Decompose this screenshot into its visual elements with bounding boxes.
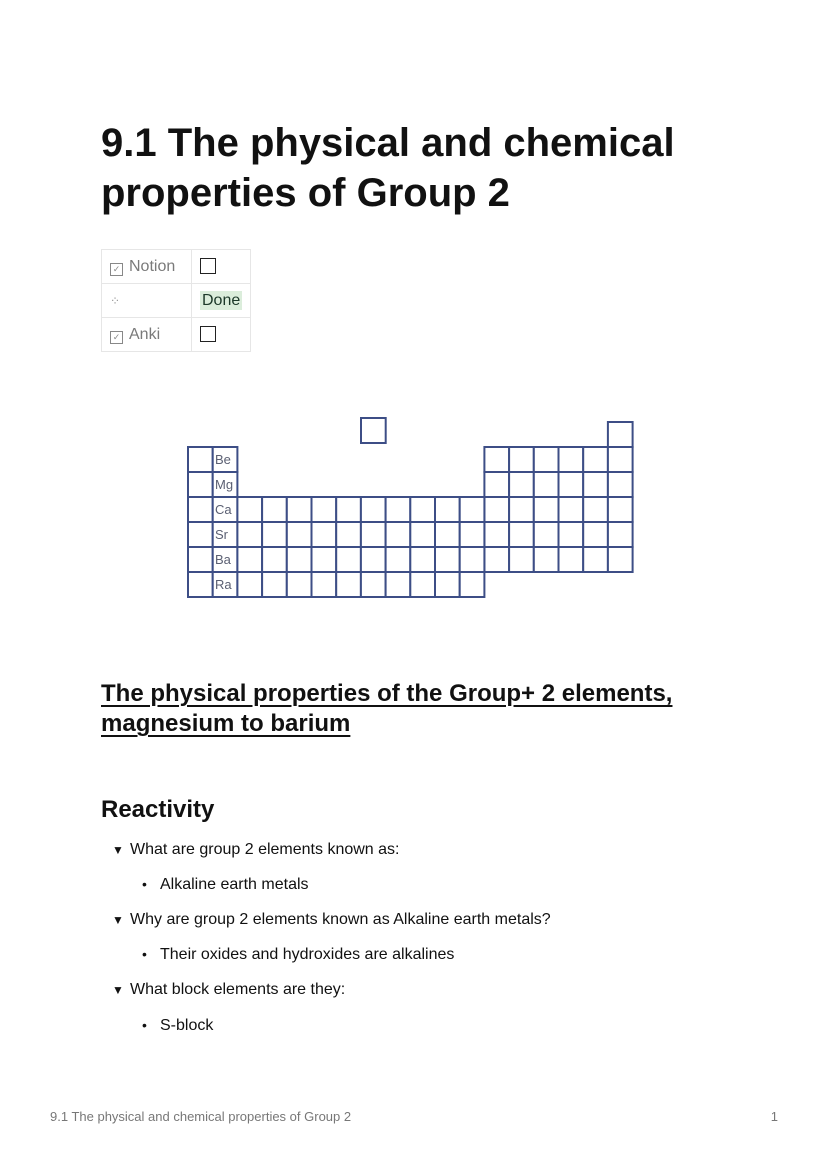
pt-cell	[583, 547, 608, 572]
bullet-icon: •	[142, 1017, 147, 1033]
pt-cell	[410, 522, 435, 547]
pt-cell	[188, 472, 213, 497]
element-ra: Ra	[215, 577, 232, 592]
pt-cell	[287, 522, 312, 547]
pt-cell	[237, 522, 262, 547]
pt-cell	[509, 472, 534, 497]
pt-cell	[509, 497, 534, 522]
toggle-item[interactable]	[112, 910, 551, 930]
element-ba: Ba	[215, 552, 231, 567]
pt-cell	[287, 572, 312, 597]
pt-cell	[188, 572, 213, 597]
list-item	[142, 1015, 213, 1036]
toggle-answer: Their oxides and hydroxides are alkalines	[160, 946, 455, 963]
pt-cell	[484, 447, 509, 472]
pt-cell-top	[361, 418, 386, 443]
pt-cell	[188, 522, 213, 547]
toggle-answer: Alkaline earth metals	[160, 876, 309, 893]
pt-cell	[312, 497, 337, 522]
pt-cell	[386, 522, 411, 547]
bullet-icon: •	[142, 876, 147, 892]
toggle-triangle-icon[interactable]: ▼	[112, 913, 124, 927]
pt-cell	[583, 522, 608, 547]
pt-cell	[583, 447, 608, 472]
pt-cell	[460, 547, 485, 572]
pt-cell	[460, 522, 485, 547]
pt-cell	[608, 472, 633, 497]
footer-page-number: 1	[770, 1109, 778, 1124]
pt-cell	[188, 497, 213, 522]
toggle-item[interactable]	[112, 980, 345, 1000]
pt-cell	[608, 447, 633, 472]
pt-cell	[262, 522, 287, 547]
toggle-triangle-icon[interactable]: ▼	[112, 983, 124, 997]
pt-cell	[262, 547, 287, 572]
pt-cell	[559, 522, 584, 547]
bullet-icon: •	[142, 946, 147, 962]
pt-cell	[262, 497, 287, 522]
pt-cell	[534, 547, 559, 572]
pt-cell	[435, 497, 460, 522]
pt-cell	[361, 497, 386, 522]
property-label: Anki	[129, 325, 161, 343]
element-mg: Mg	[215, 477, 234, 492]
pt-cell	[237, 547, 262, 572]
pt-cell	[484, 547, 509, 572]
pt-cell	[608, 547, 633, 572]
pt-cell	[410, 572, 435, 597]
pt-cell	[583, 497, 608, 522]
pt-cell	[509, 547, 534, 572]
pt-cell	[534, 472, 559, 497]
pt-cell	[435, 522, 460, 547]
pt-cell	[608, 522, 633, 547]
element-sr: Sr	[215, 527, 228, 542]
status-badge[interactable]: Done	[202, 291, 241, 309]
page-title: 9.1 The physical and chemical properties of Group 2	[101, 121, 675, 215]
property-label: Notion	[129, 257, 176, 275]
section-heading: The physical properties of the Group+ 2 elements, magnesium to barium	[101, 680, 673, 737]
toggle-triangle-icon[interactable]: ▼	[112, 843, 124, 857]
pt-cell	[410, 497, 435, 522]
toggle-question: What are group 2 elements known as:	[130, 841, 400, 858]
checkbox-property-icon: ✓	[110, 331, 123, 344]
pt-cell	[237, 497, 262, 522]
pt-cell	[559, 547, 584, 572]
pt-cell	[534, 447, 559, 472]
toggle-item[interactable]	[112, 840, 399, 860]
element-be: Be	[215, 452, 231, 467]
list-item	[142, 944, 454, 965]
pt-cell	[386, 497, 411, 522]
pt-cell	[484, 472, 509, 497]
pt-cell	[608, 422, 633, 447]
element-ca: Ca	[215, 502, 232, 517]
pt-cell	[534, 497, 559, 522]
pt-cell	[583, 472, 608, 497]
pt-cell	[336, 522, 361, 547]
pt-cell	[534, 522, 559, 547]
pt-cell	[361, 572, 386, 597]
pt-cell	[435, 547, 460, 572]
pt-cell	[435, 572, 460, 597]
status-property-icon: ⁘	[110, 293, 121, 308]
pt-cell	[559, 447, 584, 472]
periodic-table-cells	[188, 418, 633, 597]
pt-cell	[509, 522, 534, 547]
pt-cell	[361, 522, 386, 547]
pt-cell	[312, 522, 337, 547]
toggle-question: What block elements are they:	[130, 981, 346, 998]
pt-cell	[460, 572, 485, 597]
pt-cell	[188, 447, 213, 472]
pt-cell	[460, 497, 485, 522]
toggle-answer: S-block	[160, 1017, 214, 1034]
pt-cell	[262, 572, 287, 597]
pt-cell	[188, 547, 213, 572]
checkbox-property-icon: ✓	[110, 263, 123, 276]
pt-cell	[386, 572, 411, 597]
pt-cell	[287, 547, 312, 572]
list-item	[142, 874, 309, 895]
pt-cell	[509, 447, 534, 472]
pt-cell	[336, 497, 361, 522]
pt-cell	[410, 547, 435, 572]
pt-cell	[361, 547, 386, 572]
pt-cell	[484, 497, 509, 522]
pt-cell	[237, 572, 262, 597]
pt-cell	[608, 497, 633, 522]
pt-cell	[312, 572, 337, 597]
pt-cell	[386, 547, 411, 572]
pt-cell	[559, 497, 584, 522]
pt-cell	[559, 472, 584, 497]
footer-title: 9.1 The physical and chemical properties of Group 2	[50, 1109, 352, 1124]
pt-cell	[484, 522, 509, 547]
toggle-question: Why are group 2 elements known as Alkaline earth metals?	[130, 911, 551, 928]
pt-cell	[336, 572, 361, 597]
reactivity-heading: Reactivity	[101, 796, 215, 823]
pt-cell	[287, 497, 312, 522]
pt-cell	[312, 547, 337, 572]
pt-cell	[336, 547, 361, 572]
